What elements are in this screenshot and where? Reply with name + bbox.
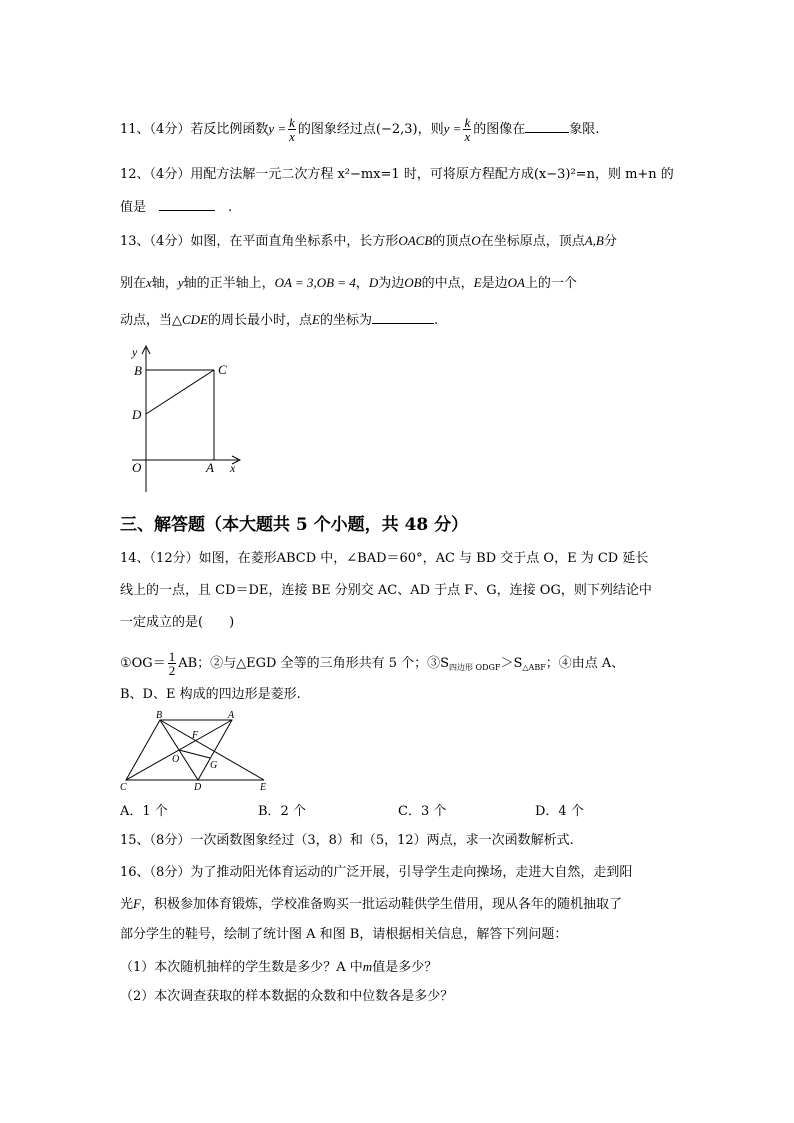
- question-11: 11、（4分）若反比例函数y = $\frac{k}{x}$ 的图象经过点(−2,3)，则y = $\frac{k}{x}$ 的图像在 象限.: [120, 115, 600, 144]
- fraction-k-over-x-2: $\frac{k}{x}$: [464, 115, 471, 144]
- coordinate-figure: [120, 340, 250, 500]
- answer-blank-11[interactable]: [525, 120, 569, 133]
- label-A: A: [206, 460, 214, 475]
- segment-DC: [146, 370, 214, 414]
- label-D: D: [132, 407, 142, 422]
- answer-blank-12[interactable]: [159, 198, 215, 211]
- question-16-line-3: 部分学生的鞋号，绘制了统计图 A 和图 B，请根据相关信息，解答下列问题：: [120, 927, 568, 942]
- question-13-line-3: 动点，当△CDE的周长最小时，点E的坐标为 .: [120, 312, 439, 328]
- label-B: B: [134, 363, 142, 378]
- label-G: G: [210, 760, 218, 771]
- question-16-line-2: 光F，积极参加体育锻炼，学校准备购买一批运动鞋供学生借用，现从各年的随机抽取了: [120, 896, 622, 912]
- question-12-line-1: 12、（4分）用配方法解一元二次方程 x²−mx=1 时，可将原方程配方成(x−3)²=n，则 m+n 的: [120, 167, 674, 182]
- option-b[interactable]: B．2 个: [258, 804, 306, 819]
- label-E: E: [260, 782, 267, 792]
- question-14-line-1: 14、（12分）如图，在菱形ABCD 中，∠BAD＝60°，AC 与 BD 交于点 O，E 为 CD 延长: [120, 551, 649, 566]
- label-C: C: [218, 362, 227, 377]
- label-A: A: [228, 710, 235, 721]
- question-15: 15、（8分）一次函数图象经过（3，8）和（5，12）两点，求一次函数解析式.: [120, 833, 574, 848]
- label-O: O: [172, 754, 180, 765]
- question-16-sub-1: （1）本次随机抽样的学生数是多少？A 中m值是多少？: [120, 959, 438, 975]
- answer-blank-13[interactable]: [372, 311, 434, 324]
- label-D: D: [194, 782, 202, 792]
- question-12-line-2: 值是 .: [120, 200, 233, 215]
- segment-BE: [160, 720, 264, 780]
- label-F: F: [192, 730, 199, 741]
- question-16-sub-2: （2）本次调查获取的样本数据的众数和中位数各是多少？: [120, 989, 454, 1004]
- question-14-line-4: ①OG＝ $\frac{1}{2}$ AB；②与△EGD 全等的三角形共有 5 个；$③S_{四边形 ODGF}>S_{\triangle ABF}$；④由点 A、: [120, 649, 625, 678]
- question-14-line-3: 一定成立的是( ): [120, 615, 235, 630]
- question-13-line-1: 13、（4分）如图，在平面直角坐标系中，长方形OACB的顶点O在坐标原点，顶点A,B分: [120, 233, 617, 249]
- section-title: 三、解答题（本大题共 5 个小题，共 48 分）: [120, 515, 469, 535]
- fraction-k-over-x: $\frac{k}{x}$: [289, 115, 295, 144]
- label-x: x: [230, 461, 236, 475]
- question-14-line-5: B、D、E 构成的四边形是菱形.: [120, 687, 301, 702]
- fraction-one-half: $\frac{1}{2}$: [168, 649, 176, 678]
- label-C: C: [120, 782, 127, 792]
- label-y: y: [132, 345, 138, 359]
- option-d[interactable]: D．4 个: [535, 804, 584, 819]
- option-a[interactable]: A．1 个: [120, 804, 168, 819]
- rhombus-figure: [120, 710, 280, 792]
- question-14-line-2: 线上的一点，且 CD＝DE，连接 BE 分别交 AC、AD 于点 F、G，连接 OG，则下列结论中: [120, 583, 652, 598]
- label-B: B: [156, 710, 163, 721]
- question-13-line-2: 别在x轴，y轴的正半轴上，OA = 3,OB = 4，D为边OB的中点，E是边OA上的一个: [120, 275, 577, 291]
- label-O: O: [132, 460, 142, 475]
- option-c[interactable]: C．3 个: [398, 804, 447, 819]
- question-16-line-1: 16、（8分）为了推动阳光体育运动的广泛开展，引导学生走向操场，走进大自然，走到阳: [120, 865, 633, 880]
